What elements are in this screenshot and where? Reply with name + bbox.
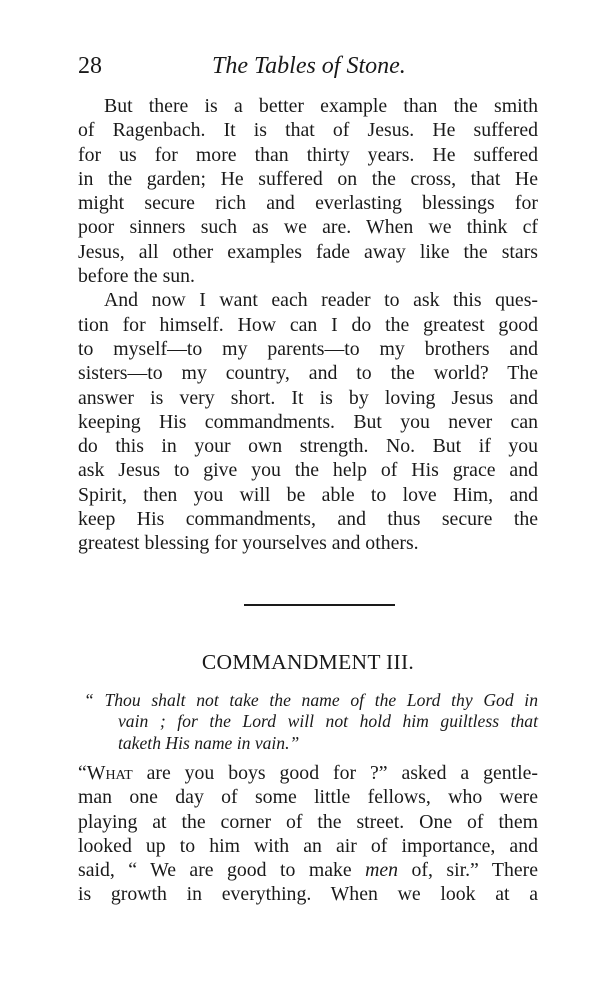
paragraph-1-line: Jesus, all other examples fade away like the stars bbox=[78, 240, 538, 263]
paragraph-3-line bbox=[78, 761, 538, 785]
section-divider bbox=[244, 604, 395, 606]
paragraph-1-line: might secure rich and everlasting blessings for bbox=[78, 192, 538, 215]
paragraph-2-line: keep His commandments, and thus secure the bbox=[78, 508, 538, 531]
paragraph-1-line: before the sun. bbox=[78, 265, 195, 288]
paragraph-2-line: Spirit, then you will be able to love Him, and bbox=[78, 483, 538, 506]
paragraph-2-line: answer is very short. It is by loving Jesus and bbox=[78, 386, 538, 409]
epigraph bbox=[78, 690, 538, 754]
emphasis-word: men bbox=[365, 859, 399, 882]
paragraph-1 bbox=[78, 94, 538, 288]
body-text bbox=[78, 94, 538, 556]
paragraph-2-line: greatest blessing for yourselves and others. bbox=[78, 532, 419, 555]
paragraph-1-line: But there is a better example than the smith bbox=[104, 95, 538, 117]
paragraph-2-line: do this in your own strength. No. But if you bbox=[78, 435, 538, 458]
paragraph-3-line: is growth in everything. When we look at a bbox=[78, 883, 538, 906]
paragraph-1-line: in the garden; He suffered on the cross, that He bbox=[78, 167, 538, 190]
body-text-continued bbox=[78, 761, 538, 907]
line-text: of, sir.” There bbox=[398, 859, 538, 882]
line-text: said, “ We are good to make bbox=[78, 859, 366, 882]
paragraph-2-line: sisters—to my country, and to the world? The bbox=[78, 362, 538, 385]
paragraph-1-line: for us for more than thirty years. He suffered bbox=[78, 143, 538, 166]
paragraph-3 bbox=[78, 761, 538, 907]
paragraph-3-line: man one day of some little fellows, who were bbox=[78, 786, 538, 809]
paragraph-3-line: playing at the corner of the street. One of them bbox=[78, 810, 538, 833]
line-text: are you boys good for ?” asked a gentle- bbox=[132, 762, 538, 784]
paragraph-2-line: tion for himself. How can I do the greatest good bbox=[78, 313, 538, 336]
epigraph-line: vain ; for the Lord will not hold him guiltless that bbox=[118, 711, 538, 732]
page-header bbox=[78, 50, 538, 82]
paragraph-1-line: of Ragenbach. It is that of Jesus. He suffered bbox=[78, 119, 538, 142]
open-quote: “ bbox=[78, 762, 87, 784]
paragraph-1-line: poor sinners such as we are. When we think cf bbox=[78, 216, 538, 239]
epigraph-line: “ Thou shalt not take the name of the Lord thy God in bbox=[84, 690, 538, 710]
section-heading: COMMANDMENT III. bbox=[201, 650, 415, 674]
paragraph-2 bbox=[78, 288, 538, 555]
paragraph-2-line: ask Jesus to give you the help of His grace and bbox=[78, 459, 538, 482]
paragraph-2-line: And now I want each reader to ask this ques- bbox=[104, 289, 538, 312]
paragraph-3-line: looked up to him with an air of importance, and bbox=[78, 834, 538, 857]
page-number: 28 bbox=[78, 53, 102, 79]
epigraph-line: taketh His name in vain.” bbox=[118, 732, 300, 753]
opening-word: What bbox=[86, 762, 133, 784]
paragraph-2-line: to myself—to my parents—to my brothers and bbox=[78, 337, 538, 360]
running-title: The Tables of Stone. bbox=[212, 53, 406, 79]
paragraph-3-line bbox=[78, 858, 538, 882]
paragraph-2-line: keeping His commandments. But you never can bbox=[78, 410, 538, 433]
